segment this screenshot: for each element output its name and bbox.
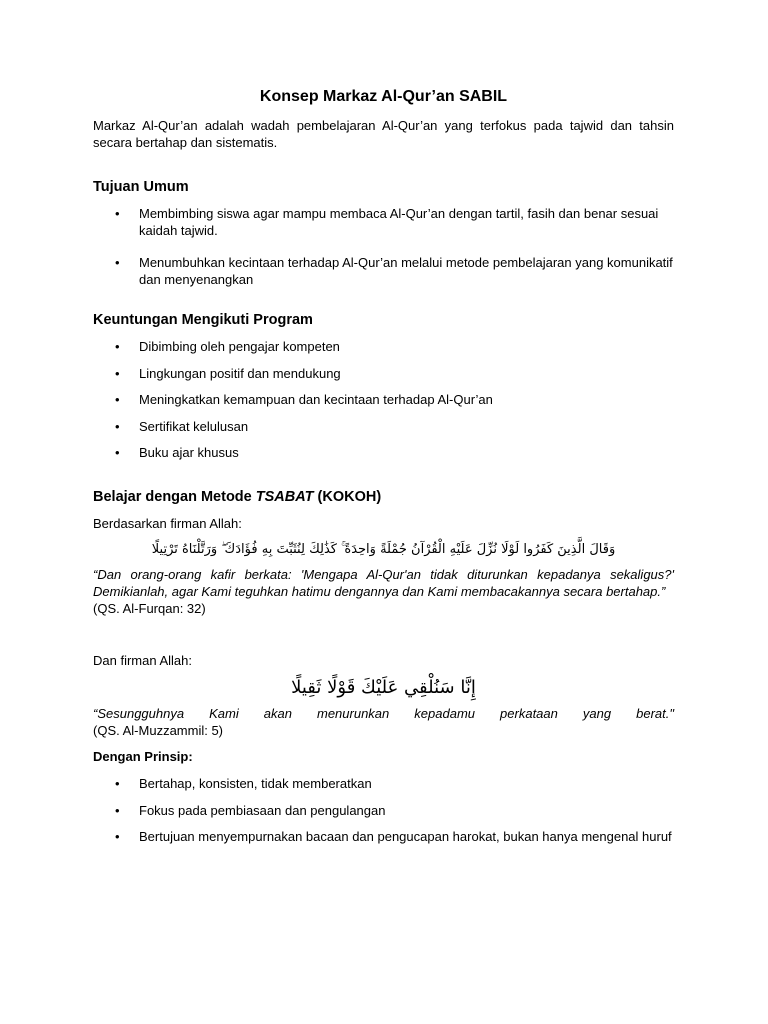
list-item-text: Bertujuan menyempurnakan bacaan dan pengucapan harokat, bukan hanya mengenal huruf [139,829,672,844]
list-item-text: Fokus pada pembiasaan dan pengulangan [139,802,386,818]
list-item-text: Bertahap, konsisten, tidak memberatkan [139,776,372,791]
bullet-icon: • [115,445,120,460]
prinsip-label: Dengan Prinsip: [93,749,193,764]
firman-intro-2: Dan firman Allah: [93,653,192,668]
metode-heading-italic: TSABAT [255,489,314,505]
bullet-icon: • [115,206,120,221]
list-item [93,444,674,461]
list-item [93,391,674,408]
prinsip-list [93,775,674,845]
bullet-icon: • [115,418,120,434]
keuntungan-heading: Keuntungan Mengikuti Program [93,312,313,328]
list-item-text: Dibimbing oleh pengajar kompeten [139,339,340,354]
list-item [93,254,674,288]
list-item [93,418,674,435]
list-item-text: Menumbuhkan kecintaan terhadap Al-Qur’an melalui metode pembelajaran yang komunikatif dan menyenangkan [139,255,673,287]
list-item-text: Buku ajar khusus [139,445,239,460]
verse-translation-1: “Dan orang-orang kafir berkata: 'Mengapa Al-Qur'an tidak diturunkan kepadanya sekaligus?' Demikianlah, agar Kami teguhkan hatimu dengannya dan Kami membacakannya secara bertahap.” [93,567,674,599]
tujuan-list [93,205,674,288]
verse-source-2: (QS. Al-Muzzammil: 5) [93,723,224,738]
keuntungan-list [93,338,674,461]
bullet-icon: • [115,829,120,844]
document-title: Konsep Markaz Al-Qur’an SABIL [259,88,508,105]
list-item-text: Membimbing siswa agar mampu membaca Al-Qur’an dengan tartil, fasih dan benar sesuai kaidah tajwid. [139,206,659,238]
list-item-text: Lingkungan positif dan mendukung [139,365,341,381]
list-item [93,338,674,355]
intro-paragraph: Markaz Al-Qur’an adalah wadah pembelajaran Al-Qur’an yang terfokus pada tajwid dan tahsin secara bertahap dan sistematis. [93,118,674,150]
bullet-icon: • [115,776,120,791]
verse-source-1: (QS. Al-Furqan: 32) [93,601,206,616]
bullet-icon: • [115,392,120,407]
tujuan-heading: Tujuan Umum [93,179,189,195]
metode-heading-prefix: Belajar dengan Metode [93,489,256,505]
list-item [93,802,674,819]
list-item [93,365,674,382]
metode-heading-suffix: (KOKOH) [313,489,382,505]
verse-translation-2: “Sesungguhnya Kami akan menurunkan kepadamu perkataan yang berat." [93,706,674,721]
arabic-verse-1: وَقَالَ الَّذِينَ كَفَرُوا لَوْلَا نُزِّلَ عَلَيْهِ الْقُرْآنُ جُمْلَةً وَاحِدَةً ۚ كَذَٰلِكَ لِنُثَبِّتَ بِهِ فُؤَادَكَ ۖ وَرَتَّلْنَاهُ تَرْتِيلًا [151,542,616,557]
list-item [93,828,674,845]
list-item [93,205,674,239]
bullet-icon: • [115,802,120,818]
list-item-text: Sertifikat kelulusan [139,418,249,434]
arabic-verse-2: إِنَّا سَنُلْقِي عَلَيْكَ قَوْلًا ثَقِيلًا [291,677,476,698]
document-content [93,86,674,845]
bullet-icon: • [115,255,120,270]
list-item [93,775,674,792]
metode-heading [93,487,674,507]
bullet-icon: • [115,339,120,354]
list-item-text: Meningkatkan kemampuan dan kecintaan terhadap Al-Qur’an [139,392,493,407]
bullet-icon: • [115,365,120,381]
firman-intro-1: Berdasarkan firman Allah: [93,516,242,531]
